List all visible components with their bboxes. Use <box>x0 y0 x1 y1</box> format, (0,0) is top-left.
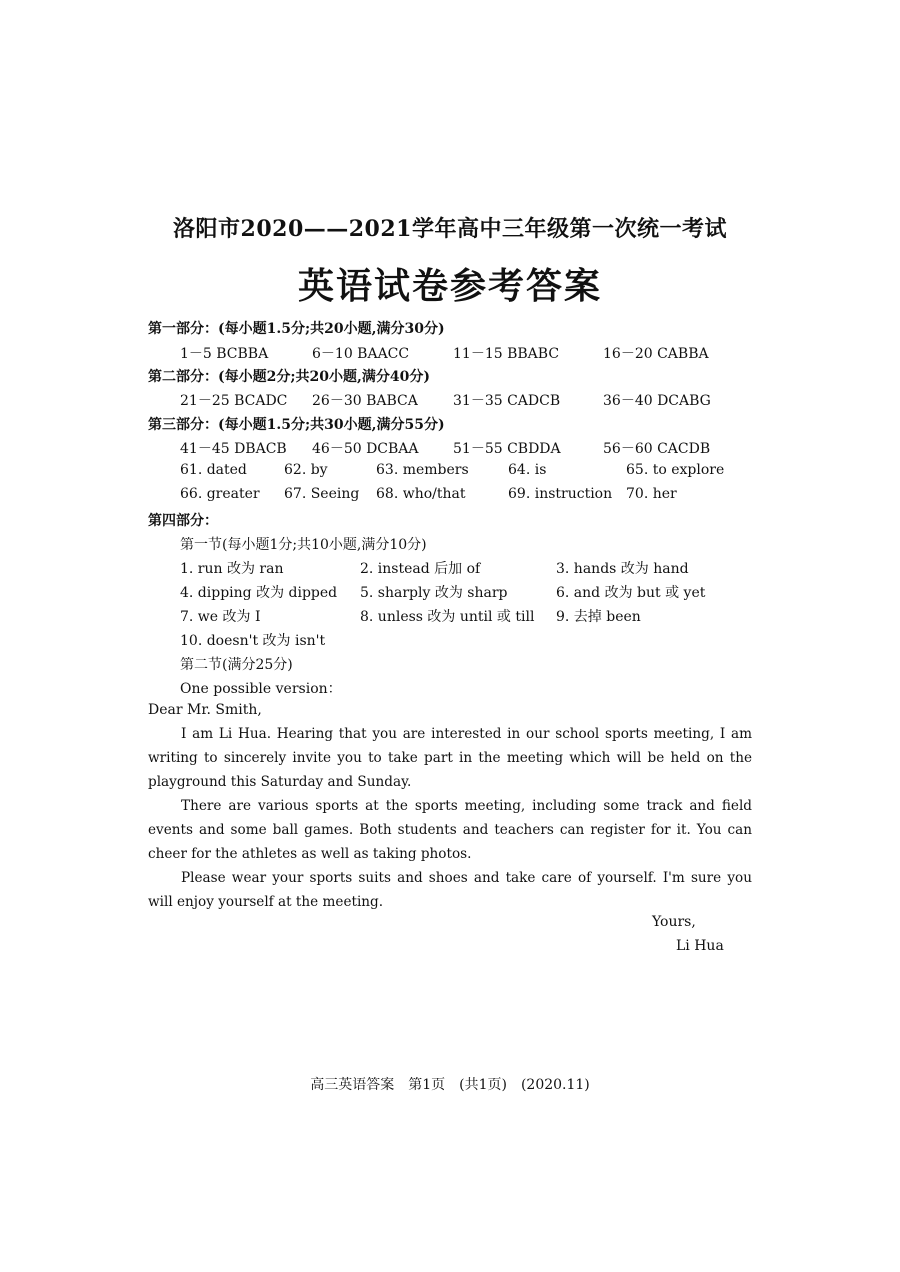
version-intro: One possible version： <box>180 681 342 697</box>
part3-answers <box>0 438 900 458</box>
fill-answer: 67. Seeing <box>284 486 360 502</box>
fill-answer: 68. who/that <box>376 486 466 502</box>
correction-item: 3. hands 改为 hand <box>556 561 689 577</box>
fill-answer: 69. instruction <box>508 486 613 502</box>
fill-answer: 62. by <box>284 462 328 478</box>
correction-row <box>0 606 900 626</box>
correction-item: 8. unless 改为 until 或 till <box>360 609 535 625</box>
part4-section2-heading: 第二节(满分25分) <box>180 657 293 673</box>
exam-title: 洛阳市2020——2021学年高中三年级第一次统一考试 <box>173 216 727 242</box>
correction-item: 2. instead 后加 of <box>360 561 481 577</box>
answer-group: 51－55 CBDDA <box>453 441 561 457</box>
correction-item: 6. and 改为 but 或 yet <box>556 585 706 601</box>
answer-group: 21－25 BCADC <box>180 393 288 409</box>
fill-answer: 64. is <box>508 462 547 478</box>
correction-row <box>0 630 900 650</box>
part4-section1-heading: 第一节(每小题1分;共10小题,满分10分) <box>180 537 427 553</box>
answer-group: 36－40 DCABG <box>603 393 711 409</box>
letter-salutation: Dear Mr. Smith, <box>148 702 262 718</box>
answer-group: 11－15 BBABC <box>453 346 560 362</box>
letter-body <box>148 722 752 914</box>
answer-group: 6－10 BAACC <box>312 346 410 362</box>
part2-heading: 第二部分：(每小题2分;共20小题,满分40分) <box>148 369 430 385</box>
part1-heading: 第一部分：(每小题1.5分;共20小题,满分30分) <box>148 321 445 337</box>
answer-group: 26－30 BABCA <box>312 393 418 409</box>
letter-signature: Li Hua <box>676 938 724 954</box>
correction-item: 10. doesn't 改为 isn't <box>180 633 326 649</box>
page-footer: 高三英语答案 第1页 (共1页) (2020.11) <box>310 1077 590 1093</box>
correction-item: 1. run 改为 ran <box>180 561 284 577</box>
answer-key-title: 英语试卷参考答案 <box>297 265 602 307</box>
correction-item: 9. 去掉 been <box>556 609 641 625</box>
answer-group: 41－45 DBACB <box>180 441 287 457</box>
letter-closing: Yours, <box>652 914 696 930</box>
answer-group: 16－20 CABBA <box>603 346 709 362</box>
letter-paragraph: Please wear your sports suits and shoes and take care of yourself. I'm sure you will enjoy yourself at the meeting. <box>148 870 752 910</box>
fill-answer: 61. dated <box>180 462 247 478</box>
fill-answer: 70. her <box>626 486 677 502</box>
correction-item: 5. sharply 改为 sharp <box>360 585 508 601</box>
answer-group: 56－60 CACDB <box>603 441 711 457</box>
letter-paragraph: There are various sports at the sports meeting, including some track and field events and some ball games. Both students and teachers can register for it. You can cheer for the athletes as well as taking photos. <box>148 798 752 862</box>
correction-item: 4. dipping 改为 dipped <box>180 585 338 601</box>
answer-group: 46－50 DCBAA <box>312 441 419 457</box>
answer-group: 31－35 CADCB <box>453 393 561 409</box>
fill-answer: 65. to explore <box>626 462 725 478</box>
correction-row <box>0 582 900 602</box>
letter-paragraph: I am Li Hua. Hearing that you are interested in our school sports meeting, I am writing to sincerely invite you to take part in the meeting which will be held on the playground this Saturday and Sunday. <box>148 726 752 790</box>
fill-answer: 63. members <box>376 462 469 478</box>
part3-fill-row1 <box>0 462 900 482</box>
part3-heading: 第三部分：(每小题1.5分;共30小题,满分55分) <box>148 417 445 433</box>
answer-group: 1－5 BCBBA <box>180 346 269 362</box>
correction-row <box>0 558 900 578</box>
correction-item: 7. we 改为 I <box>180 609 261 625</box>
part1-answers <box>0 343 900 363</box>
part2-answers <box>0 390 900 410</box>
fill-answer: 66. greater <box>180 486 260 502</box>
part4-heading: 第四部分： <box>148 513 218 529</box>
part3-fill-row2 <box>0 486 900 506</box>
